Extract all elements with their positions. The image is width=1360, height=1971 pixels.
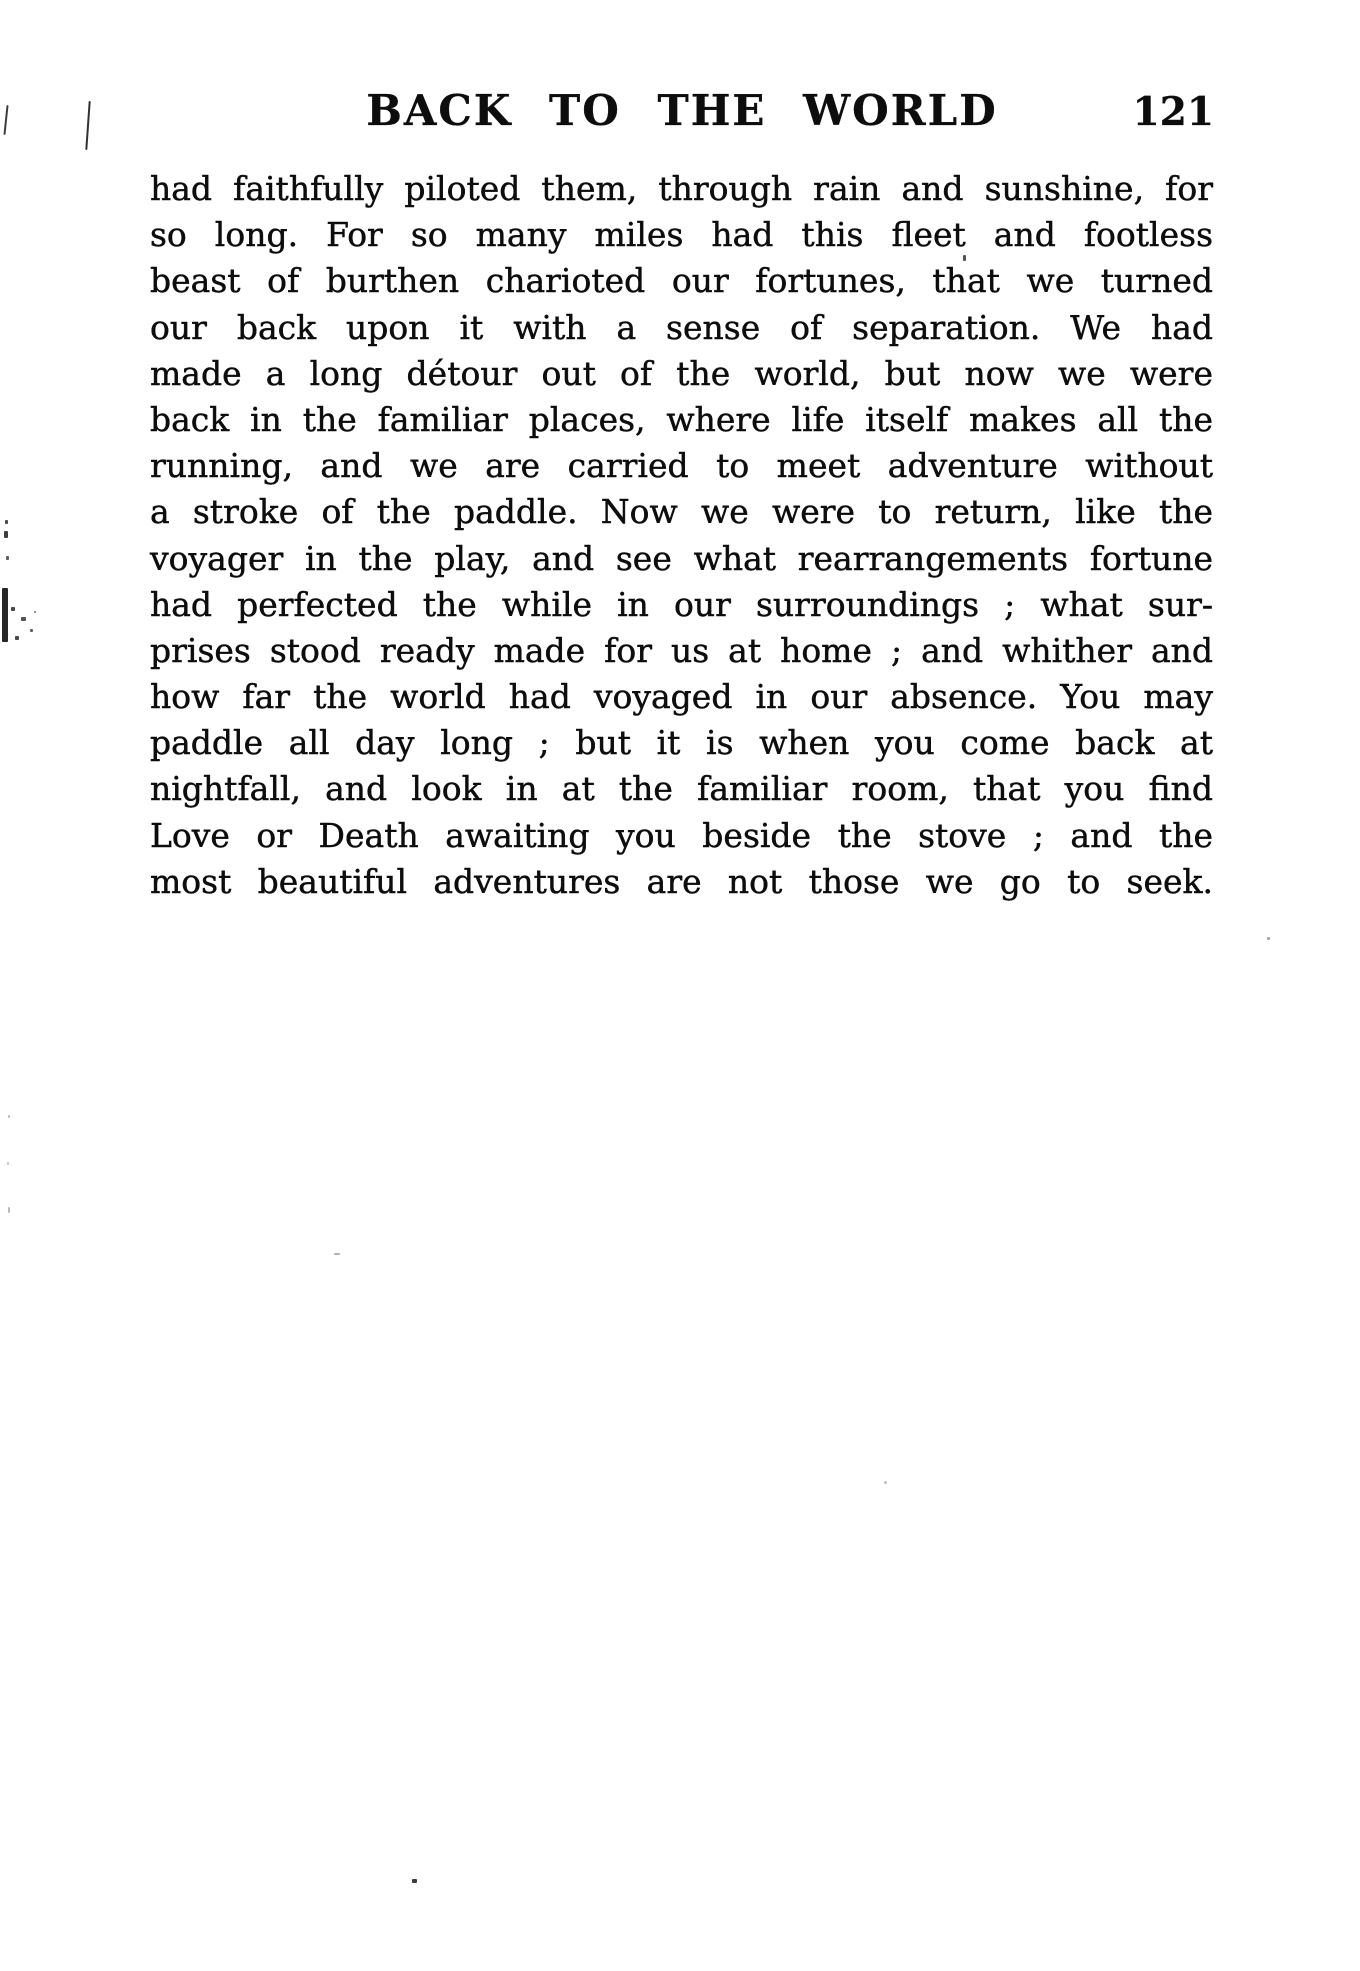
text-line: made a long détour out of the world, but now we were xyxy=(150,353,1213,393)
scan-artifact xyxy=(6,556,9,560)
scan-artifact xyxy=(11,607,15,611)
text-line: running, and we are carried to meet adventure without xyxy=(150,446,1213,486)
text-line: had faithfully piloted them, through rain and sunshine, for xyxy=(150,169,1213,208)
text-line: back in the familiar places, where life itself makes all the xyxy=(150,399,1213,439)
scan-artifact xyxy=(334,1253,340,1255)
text-line: so long. For so many miles had this fleet and footless xyxy=(150,215,1213,255)
scan-artifact xyxy=(8,1115,10,1118)
scan-artifact xyxy=(1267,937,1270,940)
text-line: voyager in the play, and see what rearrangements fortune xyxy=(150,538,1213,578)
scan-artifact xyxy=(884,1481,887,1484)
text-line: most beautiful adventures are not those we go to seek. xyxy=(150,861,1213,901)
scan-artifact xyxy=(8,1207,10,1213)
scan-artifact xyxy=(34,611,36,613)
scan-artifact xyxy=(21,617,26,621)
text-line: how far the world had voyaged in our absence. You may xyxy=(150,677,1213,717)
body-text xyxy=(150,166,1213,905)
page-number: 121 xyxy=(1132,89,1214,135)
scan-artifact xyxy=(2,588,8,642)
text-line: a stroke of the paddle. Now we were to return, like the xyxy=(150,492,1213,532)
text-line: paddle all day long ; but it is when you come back at xyxy=(150,723,1213,763)
text-line: Love or Death awaiting you beside the stove ; and the xyxy=(150,815,1213,855)
running-header-title: BACK TO THE WORLD xyxy=(366,86,998,135)
scan-artifact xyxy=(4,531,8,538)
text-line: nightfall, and look in at the familiar room, that you find xyxy=(150,769,1213,809)
scan-artifact xyxy=(7,1162,9,1165)
scan-artifact xyxy=(5,520,8,524)
text-line: our back upon it with a sense of separation. We had xyxy=(150,307,1213,347)
running-header xyxy=(150,88,1214,136)
text-line: beast of burthen charioted our fortunes, that we turned xyxy=(150,261,1213,301)
scan-artifact xyxy=(3,105,8,135)
scan-artifact xyxy=(85,101,90,150)
scan-artifact xyxy=(412,1879,417,1883)
scan-artifact xyxy=(30,629,33,632)
scan-artifact xyxy=(15,636,19,640)
text-line: had perfected the while in our surroundings ; what sur- xyxy=(150,584,1213,624)
scan-artifact xyxy=(963,255,966,261)
text-line: prises stood ready made for us at home ; and whither and xyxy=(150,630,1213,670)
